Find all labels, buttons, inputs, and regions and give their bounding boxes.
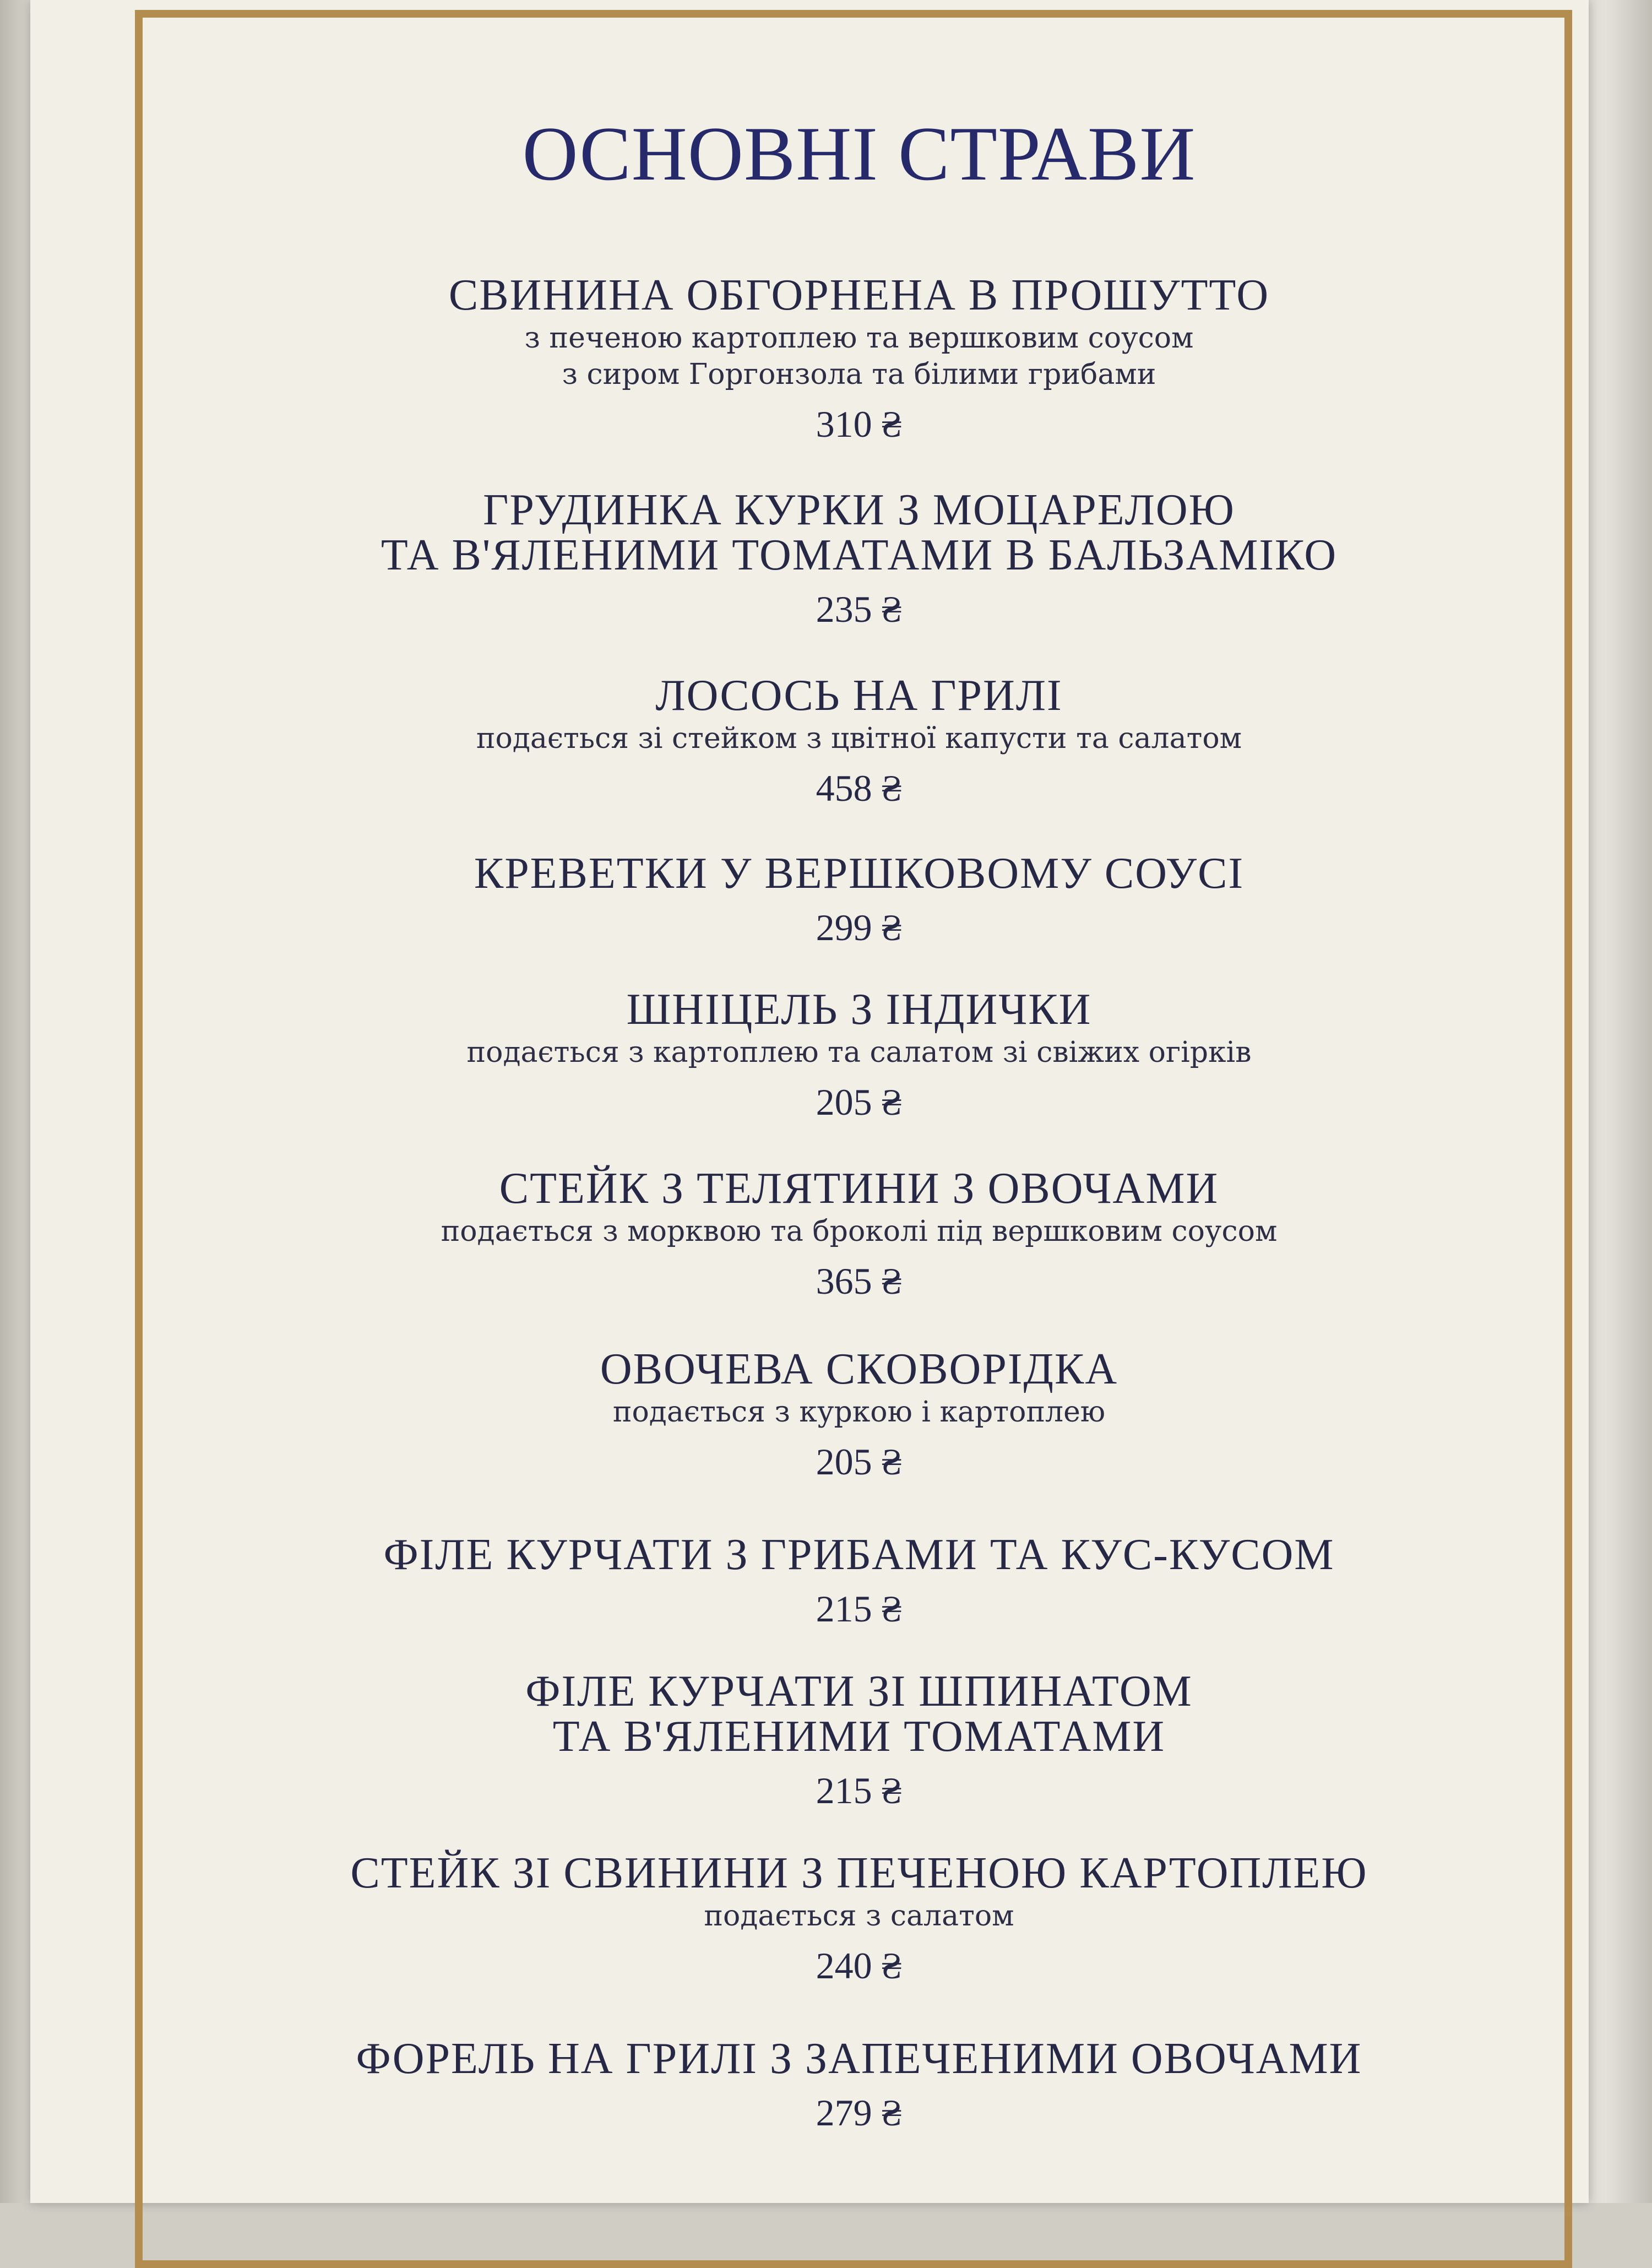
dish-price: 205 ₴: [816, 1081, 903, 1123]
dish-name-line: ТА В'ЯЛЕНИМИ ТОМАТАМИ В БАЛЬЗАМІКО: [381, 531, 1338, 579]
dish-price: 240 ₴: [816, 1945, 903, 1987]
dish-name-line: КРЕВЕТКИ У ВЕРШКОВОМУ СОУСІ: [474, 849, 1245, 898]
dish-name-line: СТЕЙК З ТЕЛЯТИНИ З ОВОЧАМИ: [499, 1164, 1219, 1213]
dish-description-line: подається з салатом: [704, 1900, 1014, 1933]
section-title: ОСНОВНІ СТРАВИ: [522, 111, 1196, 197]
dish-item: [173, 1851, 1545, 1985]
dish-item: [173, 1669, 1545, 1810]
dish-price: 235 ₴: [816, 588, 903, 630]
dish-item: [173, 487, 1545, 628]
dish-name: [173, 673, 1545, 718]
dish-item: [173, 273, 1545, 443]
dish-item: [173, 1166, 1545, 1300]
dish-description-line: з сиром Горгонзола та білими грибами: [562, 358, 1156, 391]
dish-price: 205 ₴: [816, 1441, 903, 1483]
dish-price: 310 ₴: [816, 403, 903, 445]
dish-name-line: ЛОСОСЬ НА ГРИЛІ: [655, 671, 1063, 720]
dish-description-line: подається зі стейком з цвітної капусти та салатом: [476, 722, 1242, 755]
dish-price: 299 ₴: [816, 907, 903, 948]
dish-price: 365 ₴: [816, 1260, 903, 1302]
dish-item: [173, 851, 1545, 947]
dish-name-line: ШНІЦЕЛЬ З ІНДИЧКИ: [626, 985, 1092, 1034]
dish-description: [173, 720, 1545, 757]
dish-price: 215 ₴: [816, 1770, 903, 1811]
dish-name: [173, 987, 1545, 1032]
dish-item: [173, 1532, 1545, 1628]
dish-description: [173, 320, 1545, 393]
dish-description-line: подається з куркою і картоплею: [612, 1396, 1106, 1429]
dish-description: [173, 1034, 1545, 1071]
dish-price: 279 ₴: [816, 2092, 903, 2134]
dish-name-line: СТЕЙК ЗІ СВИНИНИ З ПЕЧЕНОЮ КАРТОПЛЕЮ: [350, 1849, 1368, 1897]
dish-name: [173, 1347, 1545, 1392]
dish-price: 458 ₴: [816, 767, 903, 809]
dish-description: [173, 1898, 1545, 1934]
dish-item: [173, 2036, 1545, 2132]
dish-description-line: подається з картоплею та салатом зі свіжих огірків: [466, 1036, 1252, 1069]
dish-item: [173, 1347, 1545, 1481]
dish-name-line: ФІЛЕ КУРЧАТИ ЗІ ШПИНАТОМ: [525, 1667, 1193, 1716]
dish-name-line: ФОРЕЛЬ НА ГРИЛІ З ЗАПЕЧЕНИМИ ОВОЧАМИ: [356, 2034, 1362, 2083]
dish-description: [173, 1213, 1545, 1250]
dish-name: [173, 1851, 1545, 1896]
dish-name-line: ТА В'ЯЛЕНИМИ ТОМАТАМИ: [552, 1712, 1166, 1761]
dish-name-line: СВИНИНА ОБГОРНЕНА В ПРОШУТТО: [448, 271, 1270, 319]
dish-name: [173, 1532, 1545, 1577]
dish-price: 215 ₴: [816, 1588, 903, 1630]
dish-name-line: ГРУДИНКА КУРКИ З МОЦАРЕЛОЮ: [483, 486, 1235, 534]
dish-name: [173, 1166, 1545, 1211]
menu-page: [30, 0, 1589, 2203]
dish-item: [173, 673, 1545, 807]
dish-item: [173, 987, 1545, 1121]
dish-name-line: ФІЛЕ КУРЧАТИ З ГРИБАМИ ТА КУС-КУСОМ: [383, 1531, 1335, 1579]
dish-name-line: ОВОЧЕВА СКОВОРІДКА: [600, 1345, 1118, 1393]
dish-name: [173, 851, 1545, 896]
dish-description-line: з печеною картоплею та вершковим соусом: [524, 322, 1194, 355]
dish-name: [173, 1669, 1545, 1759]
dish-description: [173, 1394, 1545, 1430]
dish-description-line: подається з морквою та броколі під вершковим соусом: [441, 1215, 1278, 1248]
dish-name: [173, 2036, 1545, 2081]
dish-name: [173, 487, 1545, 578]
dish-name: [173, 273, 1545, 318]
